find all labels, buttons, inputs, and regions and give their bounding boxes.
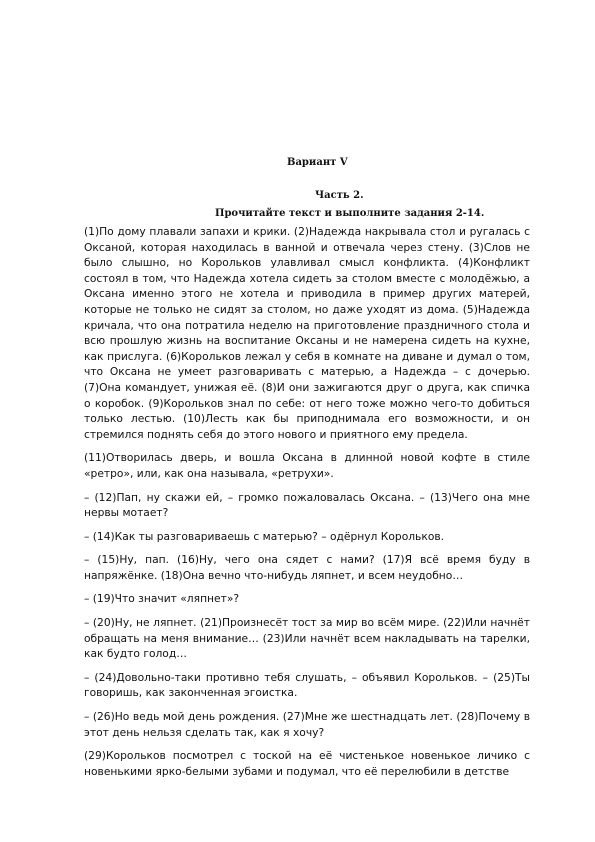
paragraph: (29)Корольков посмотрел с тоской на её чистенькое новенькое личико с новенькими ярко-белыми зубами и подумал, что её перелюбили в детстве (84, 749, 530, 778)
paragraph: – (19)Что значит «ляпнет»? (84, 592, 240, 606)
paragraph: – (20)Ну, не ляпнет. (21)Произнесёт тост за мир во всём мире. (22)Или начнёт обращать на меня внимание… (23)Или начнёт всем накладывать на тарелки, как будто голод… (84, 616, 530, 661)
part-title: Часть 2. (315, 190, 364, 201)
paragraph: – (12)Пап, ну скажи ей, – громко пожаловалась Оксана. – (13)Чего она мне нервы мотает? (84, 490, 530, 520)
paragraph: (11)Отворилась дверь, и вошла Оксана в длинной новой кофте в стиле «ретро», или, как она называла, «ретрухи». (84, 451, 530, 480)
variant-title: Вариант V (287, 157, 348, 168)
story-text (84, 224, 530, 779)
paragraph: – (24)Довольно-таки противно тебя слушать, – объявил Корольков. – (25)Ты говоришь, как законченная эгоистка. (84, 670, 530, 700)
paragraph: – (14)Как ты разговариваешь с матерью? – одёрнул Корольков. (84, 529, 445, 543)
paragraph: – (26)Но ведь мой день рождения. (27)Мне же шестнадцать лет. (28)Почему в этот день нельзя сделать так, как я хочу? (84, 710, 530, 739)
instruction-heading: Прочитайте текст и выполните задания 2-14. (215, 208, 485, 219)
paragraph: (1)По дому плавали запахи и крики. (2)Надежда накрывала стол и ругалась с Оксаной, которая находилась в ванной и отвечала через стену. (3)Слов не было слышно, но Корольков улавливал смысл конфликта. (4)Конфликт состоял в том, что Надежда хотела сидеть за столом вместе с молодёжью, а Оксана именно этого не хотела и приводила в пример других матерей, которые не только не сидят за столом, но даже уходят из дома. (5)Надежда кричала, что она потратила неделю на приготовление праздничного стола и всю прошлую жизнь на воспитание Оксаны и не намерена сидеть на кухне, как прислуга. (6)Корольков лежал у себя в комнате на диване и думал о том, что Оксана не умеет разговаривать с матерью, а Надежда – с дочерью. (7)Она командует, унижая её. (8)И они зажигаются друг о друга, как спичка о коробок. (9)Корольков знал по себе: от него тоже можно чего-то добиться только лестью. (10)Лесть как бы приподнимала его возможности, и он стремился поднять себя до этого нового и приятного ему предела. (84, 225, 530, 441)
paragraph: – (15)Ну, пап. (16)Ну, чего она сядет с нами? (17)Я всё время буду в напряжёнке. (18)Она вечно что-нибудь ляпнет, и всем неудобно… (84, 553, 530, 582)
